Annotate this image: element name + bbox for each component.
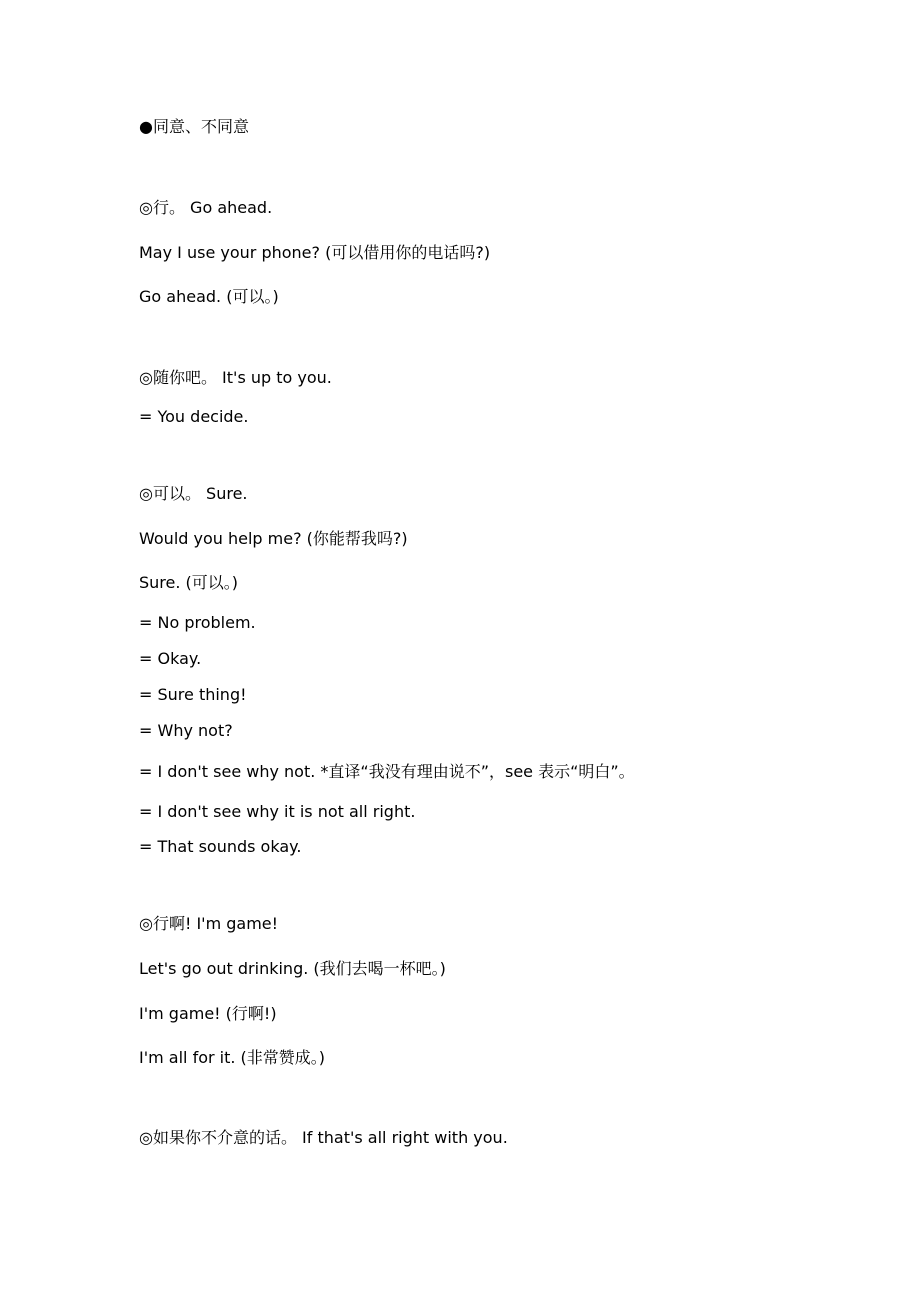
entry-heading-up-to-you: ◎随你吧。 It's up to you. <box>139 368 332 387</box>
example-line: Go ahead. (可以。) <box>139 287 279 306</box>
example-line: = I don't see why not. *直译“我没有理由说不”，see 表示“明白”。 <box>139 762 635 781</box>
example-line: = I don't see why it is not all right. <box>139 802 416 821</box>
entry-heading-sure: ◎可以。 Sure. <box>139 484 248 503</box>
example-line: = Why not? <box>139 721 233 740</box>
example-line: = Sure thing! <box>139 685 247 704</box>
example-line: = Okay. <box>139 649 202 668</box>
entry-heading-go-ahead: ◎行。 Go ahead. <box>139 198 273 217</box>
example-line: = No problem. <box>139 613 256 632</box>
example-line: = That sounds okay. <box>139 837 302 856</box>
example-line: I'm all for it. (非常赞成。) <box>139 1048 326 1067</box>
example-line: Would you help me? (你能帮我吗?) <box>139 529 408 548</box>
example-line: = You decide. <box>139 407 249 426</box>
entry-heading-im-game: ◎行啊! I'm game! <box>139 914 279 933</box>
entry-heading-if-alright: ◎如果你不介意的话。 If that's all right with you. <box>139 1128 508 1147</box>
example-line: May I use your phone? (可以借用你的电话吗?) <box>139 243 491 262</box>
example-line: I'm game! (行啊!) <box>139 1004 277 1023</box>
section-heading: ●同意、不同意 <box>139 117 249 136</box>
example-line: Let's go out drinking. (我们去喝一杯吧。) <box>139 959 446 978</box>
example-line: Sure. (可以。) <box>139 573 239 592</box>
